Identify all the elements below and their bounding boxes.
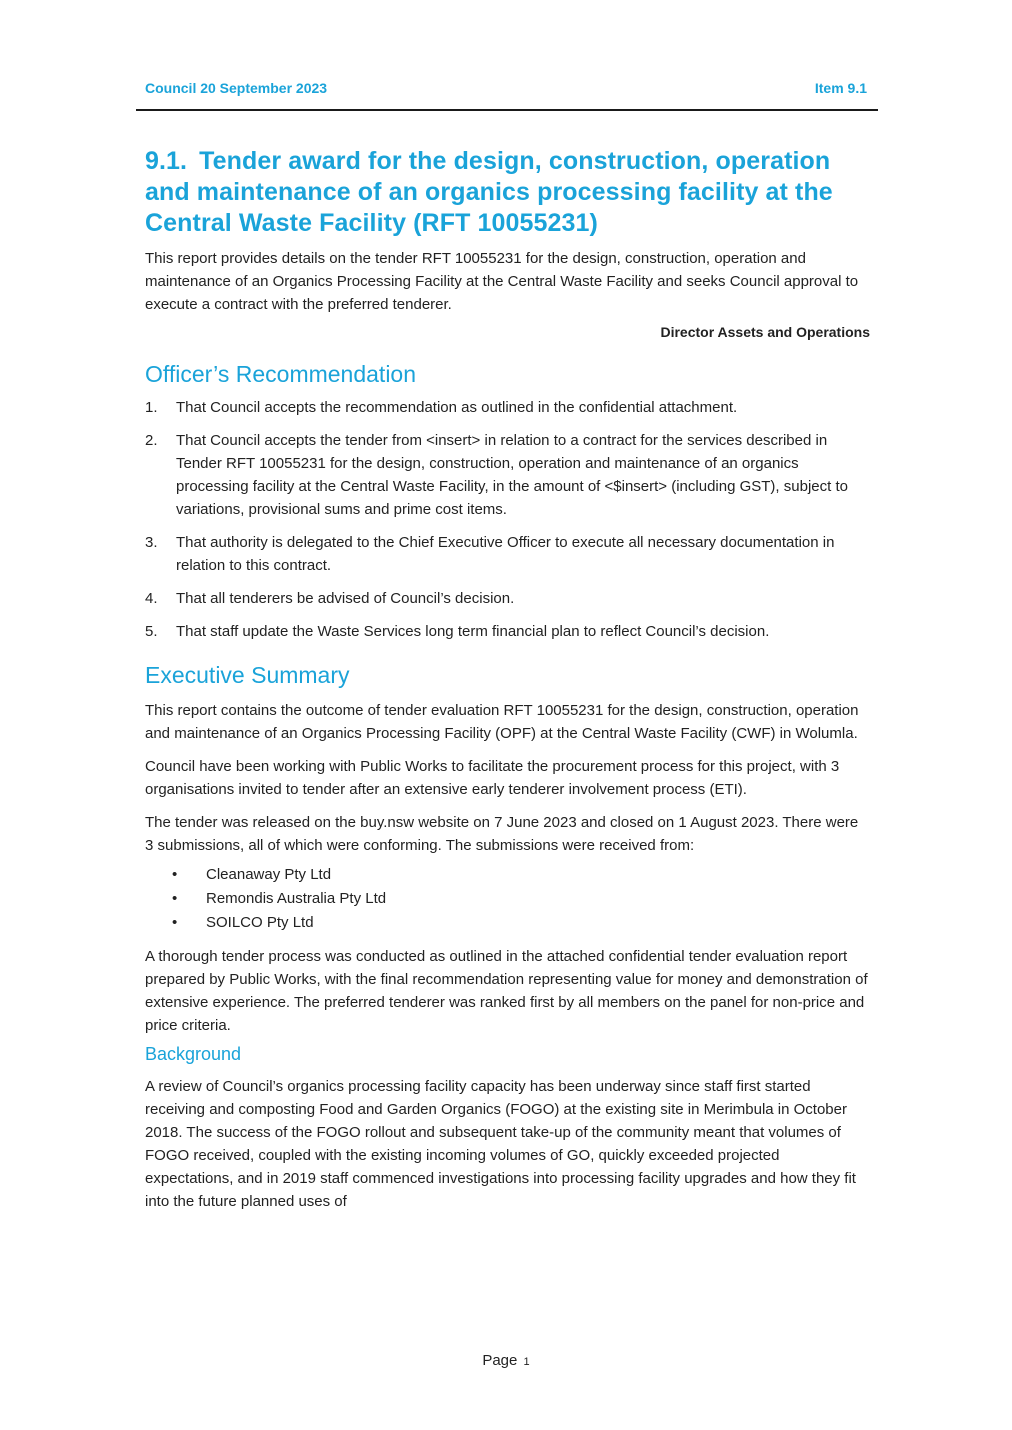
recommendation-item — [145, 587, 870, 610]
bullet: • — [172, 866, 178, 883]
item-text: That staff update the Waste Services long term financial plan to reflect Council’s decision. — [176, 623, 770, 640]
page-footer — [0, 1352, 1012, 1369]
list-item — [145, 887, 870, 911]
item-text: That all tenderers be advised of Council’s decision. — [176, 590, 515, 607]
item-text: That Council accepts the tender from <insert> in relation to a contract for the services described in Tender RFT 10055231 for the design, construction, operation and maintenance of an organics processing facility at the Central Waste Facility, in the amount of <$insert> (including GST), subject to variations, provisional sums and prime cost items. — [176, 432, 848, 518]
item-num: 5. — [145, 623, 158, 640]
item-text: That authority is delegated to the Chief Executive Officer to execute all necessary documentation in relation to this contract. — [176, 534, 835, 574]
title-text: Tender award for the design, construction, operation and maintenance of an organics processing facility at the Central Waste Facility (RFT 10055231) — [145, 147, 833, 237]
executive-summary-heading: Executive Summary — [145, 662, 350, 688]
recommendation-item — [145, 531, 870, 577]
report-title — [145, 146, 870, 239]
item-number: Item 9.1 — [814, 80, 867, 96]
recommendation-item — [145, 396, 870, 419]
recommendation-heading: Officer’s Recommendation — [145, 361, 417, 387]
meeting-date: Council 20 September 2023 — [145, 80, 328, 96]
list-item — [145, 863, 870, 887]
background-heading: Background — [145, 1044, 242, 1064]
bullet: • — [172, 890, 178, 907]
summary-paragraph: Council have been working with Public Works to facilitate the procurement process for this project, with 3 organisations invited to tender after an extensive early tenderer involvement process (ETI). — [145, 758, 840, 798]
page-header — [145, 80, 867, 96]
summary-paragraph: The tender was released on the buy.nsw website on 7 June 2023 and closed on 1 August 2023. There were 3 submissions, all of which were conforming. The submissions were received from: — [145, 814, 859, 854]
title-number: 9.1. — [145, 147, 188, 175]
page-number: 1 — [523, 1356, 530, 1368]
page-label: Page — [482, 1352, 518, 1369]
header-rule — [136, 109, 878, 111]
list-item — [145, 911, 870, 935]
submission-name: Cleanaway Pty Ltd — [206, 866, 332, 883]
summary-paragraph: A thorough tender process was conducted as outlined in the attached confidential tender evaluation report prepared by Public Works, with the final recommendation representing value for money and demonstration of extensive experience. The preferred tenderer was ranked first by all members on the panel for non-price and price criteria. — [145, 948, 868, 1034]
submission-name: Remondis Australia Pty Ltd — [206, 890, 387, 907]
item-num: 1. — [145, 399, 158, 416]
recommendation-item — [145, 620, 870, 643]
recommendation-item — [145, 429, 870, 521]
item-num: 4. — [145, 590, 158, 607]
item-num: 3. — [145, 534, 158, 551]
submissions-list — [145, 863, 870, 935]
background-paragraph: A review of Council’s organics processing facility capacity has been underway since staff first started receiving and composting Food and Garden Organics (FOGO) at the existing site in Merimbula in October 2018. The success of the FOGO rollout and subsequent take-up of the community meant that volumes of FOGO received, coupled with the existing incoming volumes of GO, quickly exceeded projected expectations, and in 2019 staff commenced investigations into processing facility upgrades and how they fit into the future planned uses of — [145, 1078, 856, 1210]
item-text: That Council accepts the recommendation as outlined in the confidential attachment. — [176, 399, 738, 416]
intro-paragraph: This report provides details on the tender RFT 10055231 for the design, construction, operation and maintenance of an Organics Processing Facility at the Central Waste Facility and seeks Council approval to execute a contract with the preferred tenderer. — [145, 250, 859, 313]
summary-paragraph: This report contains the outcome of tender evaluation RFT 10055231 for the design, construction, operation and maintenance of an Organics Processing Facility (OPF) at the Central Waste Facility (CWF) in Wolumla. — [145, 702, 859, 742]
item-num: 2. — [145, 432, 158, 449]
report-body — [145, 146, 870, 1213]
bullet: • — [172, 914, 178, 931]
submission-name: SOILCO Pty Ltd — [206, 914, 314, 931]
report-author: Director Assets and Operations — [660, 324, 870, 340]
recommendation-list — [145, 396, 870, 643]
